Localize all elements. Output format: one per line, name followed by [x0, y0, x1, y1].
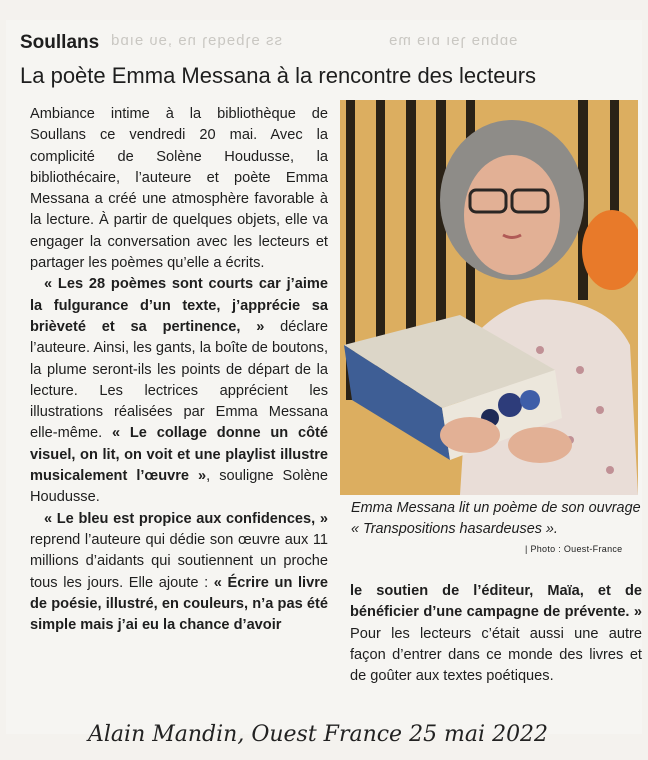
quote: « Le collage donne un côté visuel, on lit, on voit et une playlist illustre musicalement l’œuvre »: [30, 425, 328, 485]
bleed-through-text: ɘɒbnɘ ɿɘı ɒıɘ mɘ: [388, 32, 518, 49]
signature: Alain Mandin, Ouest France 25 mai 2022: [88, 722, 549, 747]
quote: « Le bleu est propice aux confidences, »: [44, 510, 328, 527]
photo-illustration: [340, 100, 638, 495]
paragraph: « Le bleu est propice aux confidences, » reprend l’auteure qui dédie son œuvre aux 11 millions d’aidants qui soutiennent un proche tous les jours. Elle ajoute : « Écrire un livre de poésie, illustré, en couleurs, n’a pas été simple mais j’ai eu la chance d’avoir: [30, 510, 328, 634]
photo-caption: Emma Messana lit un poème de son ouvrage « Transpositions hasardeuses ».: [351, 500, 641, 537]
quote: le soutien de l’éditeur, Maïa, et de bénéficier d’une campagne de prévente. »: [350, 583, 642, 621]
paragraph: le soutien de l’éditeur, Maïa, et de bénéficier d’une campagne de prévente. » Pour les lecteurs c’était aussi une autre façon d’entrer dans ce monde des livres et de goûter aux textes poétiques.: [350, 583, 642, 685]
article-column-right: [350, 581, 642, 687]
article-column-left: [30, 104, 328, 636]
quote: « Écrire un livre de poésie, illustré, en couleurs, n’a pas été simple mais j’ai eu la chance d’avoir: [30, 574, 328, 634]
photo-credit: | Photo : Ouest-France: [525, 544, 623, 554]
headline: La poète Emma Messana à la rencontre des lecteurs: [20, 63, 537, 88]
section-kicker: Soullans: [20, 32, 100, 53]
bleed-through-text: ss ɘɿbɘqɘɿ nɘ ,ɘυ ɘıɒd: [110, 32, 282, 49]
paragraph: Ambiance intime à la bibliothèque de Soullans ce vendredi 20 mai. Avec la complicité de Solène Houdusse, la bibliothécaire, l’auteure et poète Emma Messana a créé une atmosphère favorable à la lecture. À partir de quelques objets, elle va engager la conversation avec les lecteurs et partager les poèmes qu’elle a écrits.: [30, 106, 328, 272]
paragraph: « Les 28 poèmes sont courts car j’aime la fulgurance d’un texte, j’apprécie sa brièveté et sa pertinence, » déclare l’auteure. Ainsi, les gants, la boîte de boutons, la plume seront-ils les points de départ de la lecture. Les lectrices apprécient les illustrations réalisées par Emma Messana elle-même. « Le collage donne un côté visuel, on lit, on voit et une playlist illustre musicalement l’œuvre », souligne Solène Houdusse.: [30, 276, 329, 506]
quote: « Les 28 poèmes sont courts car j’aime la fulgurance d’un texte, j’apprécie sa brièveté et sa pertinence, »: [30, 276, 328, 335]
photo-emma-messana: [340, 100, 638, 495]
